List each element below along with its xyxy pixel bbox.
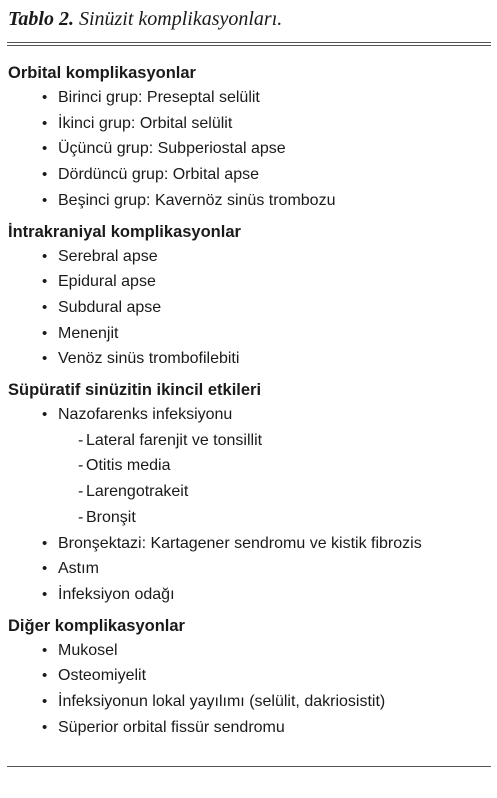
section-title: Süpüratif sinüzitin ikincil etkileri (8, 381, 262, 400)
list-item (8, 85, 490, 111)
list-item-text: Serebral apse (58, 247, 158, 265)
dash-icon: - (78, 508, 84, 526)
list-item (8, 531, 490, 557)
list-item-text: İkinci grup: Orbital selülit (58, 114, 233, 132)
bullet-icon: • (42, 718, 48, 736)
sub-list-item-text: Otitis media (86, 457, 171, 475)
list-item-text: Nazofarenks infeksiyonu (58, 406, 233, 424)
bullet-icon: • (42, 247, 48, 265)
list-item-text: Birinci grup: Preseptal selülit (58, 89, 260, 106)
sub-list-item (8, 505, 490, 531)
section-title: Orbital komplikasyonlar (8, 64, 196, 82)
list-item (8, 346, 490, 372)
item-list (8, 85, 490, 214)
table-title-label: Tablo 2. (8, 8, 74, 30)
list-item (8, 638, 490, 664)
sub-list-item (8, 428, 490, 454)
list-item-text: Subdural apse (58, 298, 162, 316)
list-item (8, 321, 490, 347)
item-list (8, 244, 490, 373)
list-item-text: Beşinci grup: Kavernöz sinüs trombozu (58, 191, 336, 209)
list-item (8, 111, 490, 137)
dash-icon: - (78, 457, 84, 475)
bullet-icon: • (42, 140, 48, 158)
item-list (8, 638, 490, 741)
bullet-icon: • (42, 191, 48, 209)
sub-list-item-text: Bronşit (86, 508, 136, 526)
sub-item-list (8, 428, 490, 531)
table-title-text: Sinüzit komplikasyonları. (78, 8, 283, 30)
bullet-icon: • (42, 406, 48, 424)
bullet-icon: • (42, 534, 48, 552)
list-item (8, 162, 490, 188)
list-item (8, 689, 490, 715)
bullet-icon: • (42, 350, 48, 368)
list-item (8, 188, 490, 214)
list-item-text: Dördüncü grup: Orbital apse (58, 166, 259, 184)
list-item (8, 715, 490, 741)
dash-icon: - (78, 483, 84, 501)
list-item-text: İnfeksiyon odağı (58, 585, 175, 603)
list-item (8, 402, 490, 428)
sub-list-item-text: Larengotrakeit (86, 483, 189, 501)
sub-list-item (8, 479, 490, 505)
footer-rule (7, 766, 491, 767)
table-body (8, 61, 490, 740)
bullet-icon: • (42, 114, 48, 132)
section-orbital-komplikasyonlar (8, 61, 490, 214)
list-item (8, 269, 490, 295)
list-item (8, 295, 490, 321)
section-diger-komplikasyonlar (8, 614, 490, 741)
section-supuratif-sinuzitin-ikincil-etkileri (8, 378, 490, 608)
list-item-text: Astım (58, 560, 99, 578)
section-intrakraniyal-komplikasyonlar (8, 220, 490, 373)
sub-list-item-text: Lateral farenjit ve tonsillit (86, 431, 263, 449)
bullet-icon: • (42, 641, 48, 659)
list-item (8, 663, 490, 689)
bullet-icon: • (42, 667, 48, 685)
bullet-icon: • (42, 693, 48, 711)
bullet-icon: • (42, 585, 48, 603)
bullet-icon: • (42, 298, 48, 316)
list-item-text: İnfeksiyonun lokal yayılımı (selülit, dakriosistit) (58, 693, 386, 711)
section-title: İntrakraniyal komplikasyonlar (8, 222, 241, 241)
table-title (8, 6, 282, 32)
bullet-icon: • (42, 324, 48, 342)
bullet-icon: • (42, 273, 48, 291)
section-title: Diğer komplikasyonlar (8, 616, 185, 635)
list-item-text: Mukosel (58, 641, 118, 659)
list-item-text: Osteomiyelit (58, 667, 147, 685)
list-item-text: Süperior orbital fissür sendromu (58, 718, 285, 736)
list-item-text: Üçüncü grup: Subperiostal apse (58, 140, 286, 158)
sub-list-item (8, 453, 490, 479)
bullet-icon: • (42, 560, 48, 578)
list-item (8, 556, 490, 582)
item-list (8, 402, 490, 608)
bullet-icon: • (42, 89, 48, 106)
list-item (8, 136, 490, 162)
bullet-icon: • (42, 166, 48, 184)
list-item-text: Bronşektazi: Kartagener sendromu ve kistik fibrozis (58, 534, 422, 552)
header-double-rule (7, 42, 491, 46)
list-item-text: Venöz sinüs trombofilebiti (58, 350, 240, 368)
list-item-text: Menenjit (58, 324, 119, 342)
list-item (8, 244, 490, 270)
list-item (8, 582, 490, 608)
dash-icon: - (78, 431, 84, 449)
list-item-text: Epidural apse (58, 273, 156, 291)
